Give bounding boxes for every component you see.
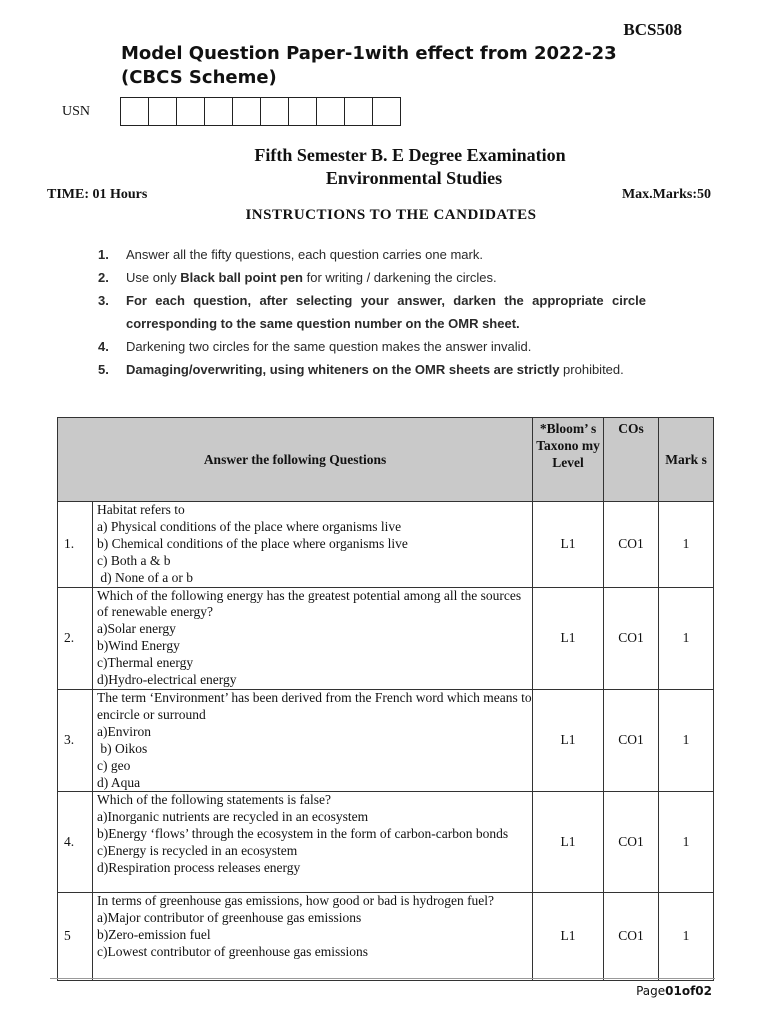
usn-box	[148, 97, 177, 126]
question-text	[93, 893, 533, 981]
usn-box	[372, 97, 401, 126]
question-option: a)Environ	[97, 723, 151, 739]
table-row	[58, 893, 714, 981]
question-option: b)Energy ‘flows’ through the ecosystem in the form of carbon-carbon bonds	[97, 826, 509, 842]
question-marks: 1	[659, 792, 714, 893]
question-marks: 1	[659, 502, 714, 588]
question-option: a)Solar energy	[97, 621, 176, 637]
exam-time: TIME: 01 Hours	[47, 187, 148, 202]
question-option: c) Both a & b	[97, 552, 171, 568]
question-stem: In terms of greenhouse gas emissions, how good or bad is hydrogen fuel?	[97, 893, 495, 909]
page-current: 01	[665, 984, 682, 998]
usn-box	[288, 97, 317, 126]
question-stem: Habitat refers to	[97, 502, 185, 517]
instruction-text	[126, 335, 646, 358]
usn-box	[120, 97, 149, 126]
instruction-text	[126, 266, 646, 289]
question-text	[93, 689, 533, 791]
instruction-text-bold: For each question, after selecting your answer, darken the appropriate circle corresponding to the same question number on the OMR sheet.	[126, 293, 646, 331]
instruction-number: 3.	[98, 293, 109, 308]
page-total: 02	[695, 984, 712, 998]
exam-title: Fifth Semester B. E Degree Examination	[254, 145, 566, 165]
question-option: c)Thermal energy	[97, 655, 194, 671]
instruction-text-post: prohibited.	[559, 362, 624, 377]
table-header-row	[58, 418, 714, 502]
questions-table	[57, 417, 714, 981]
bloom-level: L1	[533, 792, 604, 893]
instruction-text	[126, 358, 646, 381]
question-option: c)Lowest contributor of greenhouse gas emissions	[97, 944, 369, 960]
instruction-text-pre: Darkening two circles for the same question makes the answer invalid.	[126, 339, 532, 354]
questions-body	[58, 502, 714, 981]
course-outcome: CO1	[604, 587, 659, 689]
question-number: 4.	[58, 792, 93, 893]
usn-label: USN	[62, 104, 91, 119]
table-row	[58, 502, 714, 588]
bloom-level: L1	[533, 689, 604, 791]
instruction-number: 1.	[98, 247, 109, 262]
page-of: of	[681, 984, 696, 998]
question-stem: The term ‘Environment’ has been derived from the French word which means to encircle or surround	[97, 689, 535, 722]
question-option: a)Major contributor of greenhouse gas emissions	[97, 910, 362, 926]
course-outcome: CO1	[604, 689, 659, 791]
question-option: b)Zero-emission fuel	[97, 927, 211, 943]
instruction-text-pre: Answer all the fifty questions, each question carries one mark.	[126, 247, 483, 262]
instruction-item	[98, 335, 646, 358]
question-stem: Which of the following energy has the greatest potential among all the sources of renewable energy?	[97, 587, 525, 620]
table-row	[58, 587, 714, 689]
question-number: 2.	[58, 587, 93, 689]
instruction-number: 5.	[98, 362, 109, 377]
question-number: 1.	[58, 502, 93, 588]
instruction-item	[98, 266, 646, 289]
question-option: d)Respiration process releases energy	[97, 860, 301, 876]
question-text	[93, 502, 533, 588]
subject-title: Environmental Studies	[325, 168, 503, 188]
question-number: 5	[58, 893, 93, 981]
paper-title: Model Question Paper-1with effect from 2022-23 (CBCS Scheme)	[121, 43, 617, 88]
instruction-text-bold: Damaging/overwriting, using whiteners on the OMR sheets are strictly	[126, 362, 560, 377]
question-option: b) Oikos	[97, 740, 148, 756]
bloom-level: L1	[533, 502, 604, 588]
page-number	[636, 984, 712, 998]
question-marks: 1	[659, 587, 714, 689]
footer-rule	[50, 978, 715, 979]
header-bloom-level: *Bloom’ s Taxono my Level	[533, 418, 604, 502]
instruction-text-pre: Use only	[126, 270, 181, 285]
instructions-heading: INSTRUCTIONS TO THE CANDIDATES	[245, 207, 537, 223]
instruction-text	[126, 243, 646, 266]
instruction-item	[98, 289, 646, 335]
header-marks: Mark s	[659, 418, 714, 502]
instruction-item	[98, 243, 646, 266]
table-row	[58, 792, 714, 893]
usn-boxes	[120, 97, 400, 126]
table-row	[58, 689, 714, 791]
instruction-number: 4.	[98, 339, 109, 354]
instruction-number: 2.	[98, 270, 109, 285]
page-prefix: Page	[636, 984, 666, 998]
header-questions: Answer the following Questions	[58, 418, 533, 502]
max-marks: Max.Marks:50	[621, 187, 711, 202]
usn-box	[316, 97, 345, 126]
question-option: a)Inorganic nutrients are recycled in an ecosystem	[97, 809, 369, 825]
course-outcome: CO1	[604, 792, 659, 893]
question-text	[93, 587, 533, 689]
question-number: 3.	[58, 689, 93, 791]
question-option: b) Chemical conditions of the place where organisms live	[97, 535, 408, 551]
usn-box	[260, 97, 289, 126]
header-cos: COs	[604, 418, 659, 502]
question-option: d)Hydro-electrical energy	[97, 672, 237, 688]
instruction-item	[98, 358, 646, 381]
bloom-level: L1	[533, 587, 604, 689]
paper-code: BCS508	[623, 20, 682, 39]
course-outcome: CO1	[604, 893, 659, 981]
question-marks: 1	[659, 893, 714, 981]
question-option: c)Energy is recycled in an ecosystem	[97, 843, 298, 859]
usn-box	[176, 97, 205, 126]
usn-box	[204, 97, 233, 126]
instruction-text-post: for writing / darkening the circles.	[303, 270, 497, 285]
instruction-text	[126, 289, 646, 335]
question-option: a) Physical conditions of the place where organisms live	[97, 518, 402, 534]
bloom-level: L1	[533, 893, 604, 981]
question-option: c) geo	[97, 757, 131, 773]
instruction-text-bold: Black ball point pen	[180, 270, 303, 285]
question-marks: 1	[659, 689, 714, 791]
instructions-list	[98, 243, 646, 381]
usn-box	[232, 97, 261, 126]
question-option: d) None of a or b	[97, 569, 193, 585]
question-text	[93, 792, 533, 893]
question-stem: Which of the following statements is false?	[97, 792, 331, 808]
question-option: d) Aqua	[97, 774, 141, 790]
usn-box	[344, 97, 373, 126]
question-option: b)Wind Energy	[97, 638, 180, 654]
course-outcome: CO1	[604, 502, 659, 588]
